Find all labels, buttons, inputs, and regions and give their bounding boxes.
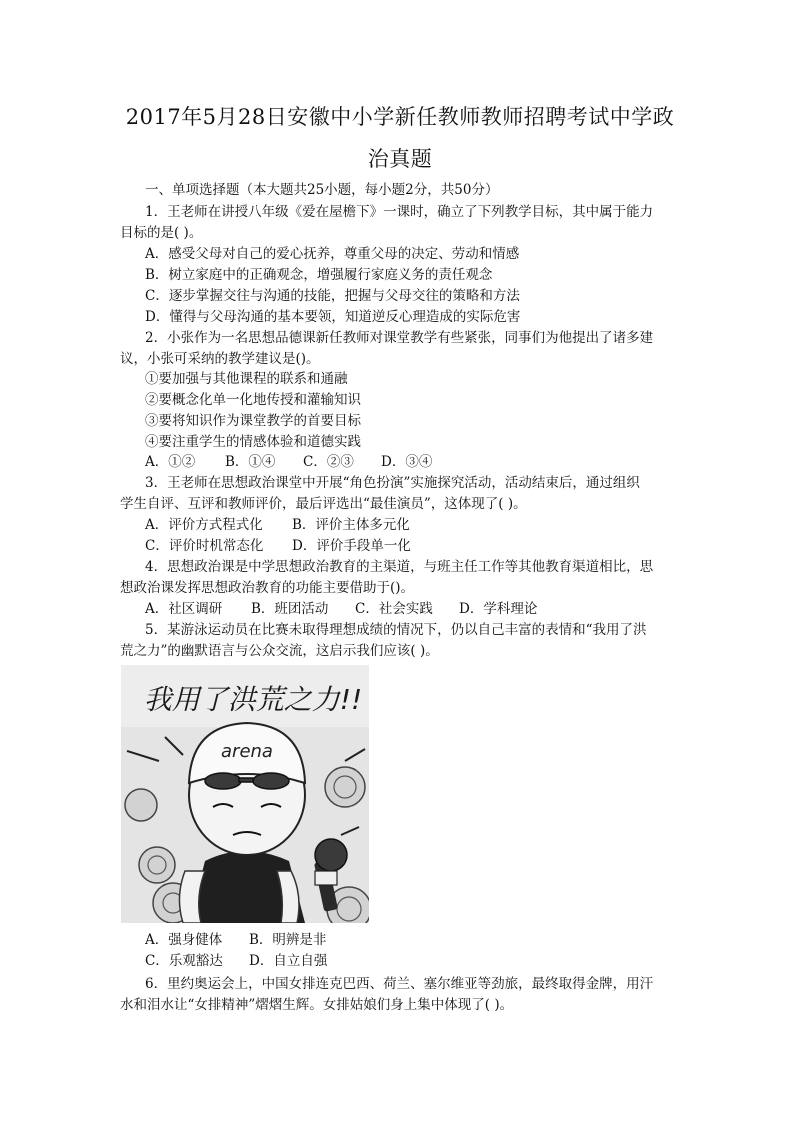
q6-stem-line-2: 水和泪水让“女排精神”熠熠生辉。女排姑娘们身上集中体现了( )。 <box>120 997 514 1013</box>
q6-stem-line-1: 6．里约奥运会上，中国女排连克巴西、荷兰、塞尔维亚等劲旅，最终取得金牌，用汗 <box>145 976 654 992</box>
q1-stem-line-1: 1．王老师在讲授八年级《爱在屋檐下》一课时，确立了下列教学目标，其中属于能力 <box>145 204 654 220</box>
swim-cap-logo: arena <box>221 741 273 762</box>
q1-stem-line-2: 目标的是( )。 <box>120 225 203 241</box>
q5-option-a: A．强身健体 <box>145 932 223 948</box>
q2-option-a: A．①② <box>145 454 196 470</box>
q1-option-c: C．逐步掌握交往与沟通的技能，把握与父母交往的策略和方法 <box>145 288 520 304</box>
q4-options <box>145 599 537 619</box>
q4-option-b: B．班团活动 <box>251 601 329 617</box>
q1-option-a: A．感受父母对自己的爱心抚养，尊重父母的决定、劳动和情感 <box>145 246 520 262</box>
swimmer-cartoon-illustration <box>121 665 369 923</box>
q2-option-d: D．③④ <box>381 454 433 470</box>
page-title-line-2: 治真题 <box>367 147 433 171</box>
q5-options-row-2 <box>145 951 327 971</box>
q3-option-b: B．评价主体多元化 <box>292 517 410 533</box>
q1-option-d: D．懂得与父母沟通的基本要领，知道逆反心理造成的实际危害 <box>145 309 521 325</box>
q3-stem-line-1: 3．王老师在思想政治课堂中开展“角色扮演”实施探究活动，活动结束后，通过组织 <box>145 475 640 491</box>
q2-options <box>145 452 432 472</box>
q4-option-d: D．学科理论 <box>459 601 538 617</box>
q5-option-c: C．乐观豁达 <box>145 953 223 969</box>
q5-stem-line-1: 5．某游泳运动员在比赛未取得理想成绩的情况下，仍以自己丰富的表情和“我用了洪 <box>145 622 647 638</box>
section-heading: 一、单项选择题（本大题共25小题，每小题2分，共50分） <box>145 182 499 198</box>
cartoon-caption: 我用了洪荒之力!! <box>143 683 363 716</box>
q5-option-b: B．明辨是非 <box>249 932 327 948</box>
q5-options-row-1 <box>145 930 326 950</box>
q2-item-4: ④要注重学生的情感体验和道德实践 <box>145 434 361 450</box>
q2-stem-line-2: 议，小张可采纳的教学建议是()。 <box>120 351 320 367</box>
q3-options-row-2 <box>145 536 411 556</box>
q2-stem-line-1: 2．小张作为一名思想品德课新任教师对课堂教学有些紧张，同事们为他提出了诸多建 <box>145 330 654 346</box>
q2-option-c: C．②③ <box>303 454 354 470</box>
q5-stem-line-2: 荒之力”的幽默语言与公众交流，这启示我们应该( )。 <box>120 643 439 659</box>
q3-option-a: A．评价方式程式化 <box>145 517 263 533</box>
q2-item-2: ②要概念化单一化地传授和灌输知识 <box>145 392 361 408</box>
q2-option-b: B．①④ <box>225 454 276 470</box>
q3-option-c: C．评价时机常态化 <box>145 538 264 554</box>
q3-options-row-1 <box>145 515 410 535</box>
q4-stem-line-2: 想政治课发挥思想政治教育的功能主要借助于()。 <box>120 580 415 596</box>
q5-option-d: D．自立自强 <box>249 953 328 969</box>
q2-item-1: ①要加强与其他课程的联系和通融 <box>145 371 348 387</box>
q2-item-3: ③要将知识作为课堂教学的首要目标 <box>145 413 361 429</box>
q1-option-b: B．树立家庭中的正确观念，增强履行家庭义务的责任观念 <box>145 267 493 283</box>
page-title-line-1: 2017年5月28日安徽中小学新任教师教师招聘考试中学政 <box>125 105 675 129</box>
q4-option-a: A．社区调研 <box>145 601 223 617</box>
q4-stem-line-1: 4．思想政治课是中学思想政治教育的主渠道，与班主任工作等其他教育渠道相比，思 <box>145 559 654 575</box>
q4-option-c: C．社会实践 <box>355 601 433 617</box>
q3-option-d: D．评价手段单一化 <box>292 538 411 554</box>
q3-stem-line-2: 学生自评、互评和教师评价，最后评选出“最佳演员”，这体现了( )。 <box>120 496 527 512</box>
